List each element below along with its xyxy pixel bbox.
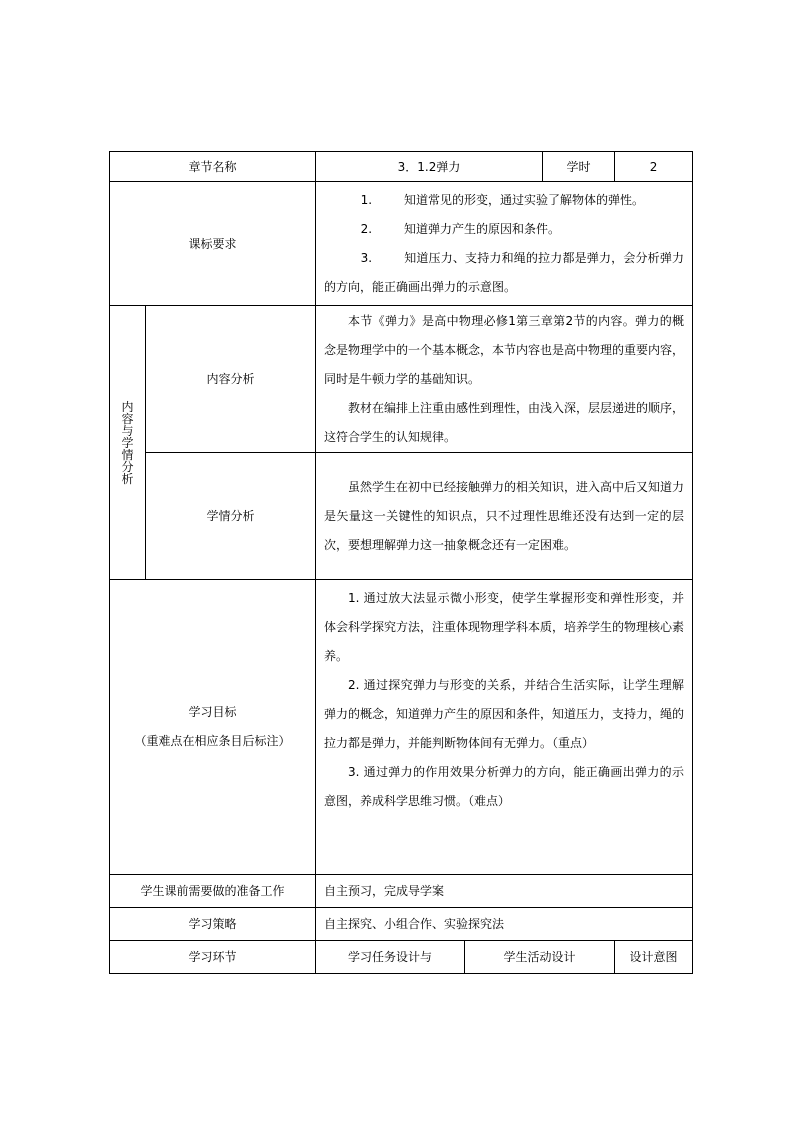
content-analysis-label: 内容分析: [146, 306, 316, 453]
strategy-value: 自主探究、小组合作、实验探究法: [316, 908, 693, 941]
preparation-value: 自主预习，完成导学案: [316, 875, 693, 908]
content-analysis-row: [110, 306, 693, 453]
stages-col-task: 学习任务设计与: [316, 941, 465, 974]
curriculum-item-3: 3. 知道压力、支持力和绳的拉力都是弹力，会分析弹力的方向，能正确画出弹力的示意图。: [324, 250, 685, 294]
chapter-row: [110, 152, 693, 182]
stages-label: 学习环节: [110, 941, 316, 974]
lesson-plan-table: [109, 151, 693, 974]
student-analysis-label: 学情分析: [146, 453, 316, 580]
content-analysis-text: 本节《弹力》是高中物理必修1第三章第2节的内容。弹力的概念是物理学中的一个基本概念，本节内容也是高中物理的重要内容，同时是牛顿力学的基础知识。 教材在编排上注重由感性到理性，由浅入深，层层递进的顺序，这符合学生的认知规律。: [316, 306, 693, 453]
curriculum-row: [110, 182, 693, 306]
curriculum-item-2: 2. 知道弹力产生的原因和条件。: [360, 221, 561, 236]
stages-col-activity: 学生活动设计: [465, 941, 615, 974]
preparation-row: [110, 875, 693, 908]
objectives-row: [110, 580, 693, 875]
chapter-value: 3．1.2弹力: [316, 152, 543, 182]
curriculum-content: [316, 182, 693, 306]
student-analysis-row: [110, 453, 693, 580]
chapter-label: 章节名称: [110, 152, 316, 182]
curriculum-item-1: 1. 知道常见的形变，通过实验了解物体的弹性。: [360, 192, 645, 207]
stages-header-row: [110, 941, 693, 974]
objectives-sublabel: （重难点在相应条目后标注）: [134, 734, 291, 748]
student-analysis-text: 虽然学生在初中已经接触弹力的相关知识，进入高中后又知道力是矢量这一关键性的知识点，只不过理性思维还没有达到一定的层次，要想理解弹力这一抽象概念还有一定困难。: [316, 453, 693, 580]
objectives-label-cell: [110, 580, 316, 875]
objectives-label: 学习目标: [188, 705, 237, 719]
objectives-text: 1. 通过放大法显示微小形变，使学生掌握形变和弹性形变，并体会科学探究方法，注重体现物理学科本质，培养学生的物理核心素养。 2. 通过探究弹力与形变的关系，并结合生活实际，让学生理解弹力的概念，知道弹力产生的原因和条件，知道压力，支持力，绳的拉力都是弹力，并能判断物体间有无弹力。（重点） 3. 通过弹力的作用效果分析弹力的方向，能正确画出弹力的示意图，养成科学思维习惯。（难点）: [316, 580, 693, 875]
analysis-group-label: 内 容 与 学 情 分 析: [110, 306, 146, 580]
preparation-label: 学生课前需要做的准备工作: [110, 875, 316, 908]
hours-label: 学时: [543, 152, 615, 182]
strategy-row: [110, 908, 693, 941]
hours-value: 2: [615, 152, 693, 182]
strategy-label: 学习策略: [110, 908, 316, 941]
stages-col-intent: 设计意图: [615, 941, 693, 974]
curriculum-label: 课标要求: [110, 182, 316, 306]
